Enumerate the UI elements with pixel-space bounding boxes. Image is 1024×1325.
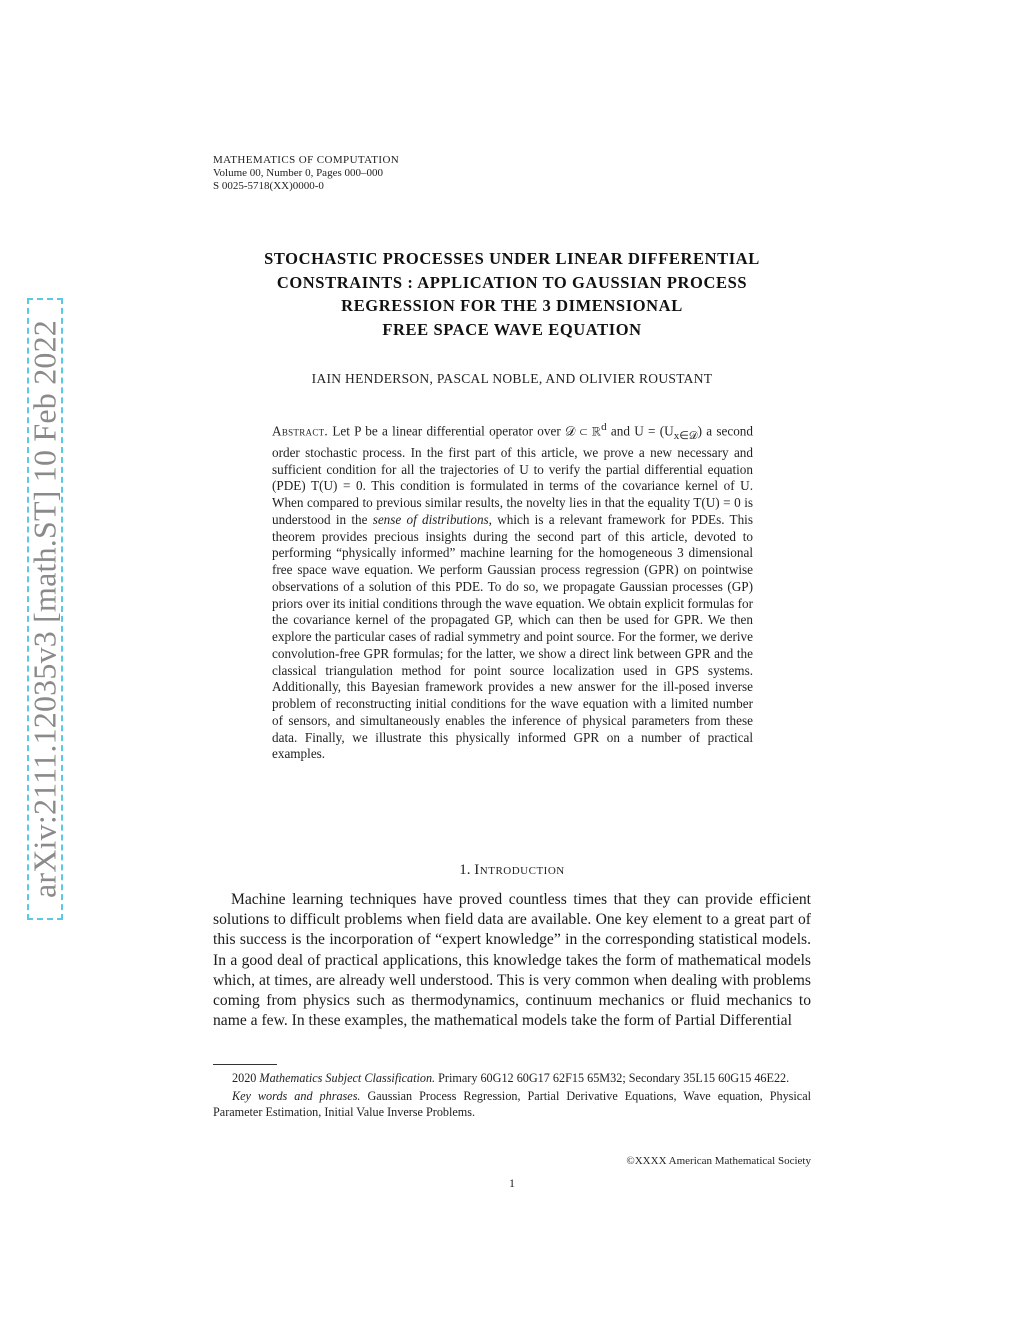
msc-year: 2020 (232, 1071, 257, 1085)
footnotes (213, 1070, 811, 1121)
page-number: 1 (509, 1176, 515, 1190)
copyright-notice: ©XXXX American Mathematical Society (626, 1155, 811, 1167)
section-title: Introduction (474, 862, 565, 878)
introduction-paragraph: Machine learning techniques have proved countless times that they can provide efficient solutions to difficult problems when field data are available. One key element to a great part of this success is the incorporation of “expert knowledge” in the corresponding statistical models. In a good deal of practical applications, this knowledge takes the form of mathematical models which, at times, are already well understood. This is very common when dealing with problems coming from physics such as thermodynamics, continuum mechanics or fluid mechanics to name a few. In these examples, the mathematical models take the form of Partial Differential (213, 891, 811, 1030)
abstract-intro: Let P be a linear differential operator over 𝒟 ⊂ ℝ (332, 423, 602, 439)
abstract (272, 419, 753, 763)
abstract-emphasis: sense of distributions (372, 511, 489, 527)
keywords-text: Gaussian Process Regression, Partial Derivative Equations, Wave equation, Physical Parameter Estimation, Initial Value Inverse Problems. (213, 1088, 811, 1119)
keywords-label: Key words and phrases. (232, 1088, 361, 1103)
author-list: IAIN HENDERSON, PASCAL NOBLE, AND OLIVIER ROUSTANT (311, 371, 713, 386)
abstract-label: Abstract. (272, 423, 329, 439)
abstract-body: ) a second order stochastic process. In the first part of this article, we prove a new necessary and sufficient condition for all the trajectories of U to verify the partial differential equation (PDE) T(U) = 0. This condition is formulated in terms of the covariance kernel of U. When compared to previous similar results, the novelty lies in that the equality T(U) = 0 is understood in the (272, 423, 753, 527)
arxiv-side-stamp (27, 298, 63, 920)
msc-label: Mathematics Subject Classification. (259, 1071, 436, 1085)
journal-header (213, 154, 399, 193)
journal-issn: S 0025-5718(XX)0000-0 (213, 180, 324, 192)
journal-volume: Volume 00, Number 0, Pages 000–000 (213, 167, 383, 179)
arxiv-identifier: arXiv:2111.12035v3 [math.ST] 10 Feb 2022 (26, 319, 63, 899)
msc-text: Primary 60G12 60G17 62F15 65M32; Secondary 35L15 60G15 46E22. (438, 1071, 790, 1085)
section-number: 1. (459, 862, 471, 878)
abstract-intro-sub: x∈𝒟 (673, 430, 698, 443)
title-line: STOCHASTIC PROCESSES UNDER LINEAR DIFFERENTIAL (264, 249, 760, 268)
title-line: FREE SPACE WAVE EQUATION (382, 319, 642, 339)
keywords-footnote (213, 1088, 811, 1121)
msc-footnote (213, 1070, 811, 1087)
abstract-body-end: , which is a relevant framework for PDEs. This theorem provides precious insights during the second part of this article, devoted to performing “physically informed” machine learning for the homogeneous 3 dimensional free space wave equation. We perform Gaussian process regression (GPR) on pointwise observations of a solution of this PDE. To do so, we propagate Gaussian processes (GP) priors over its initial conditions through the wave equation. We obtain explicit formulas for the covariance kernel of the propagated GP, which can then be used for GPR. We then explore the particular cases of radial symmetry and point source. For the former, we derive convolution-free GPR formulas; for the latter, we show a direct link between GPR and the classical triangulation method for point source localization used in GPS systems. Additionally, this Bayesian framework provides a new answer for the ill-posed inverse problem of reconstructing initial conditions for the wave equation with a limited number of sensors, and simultaneously enables the inference of physical parameters from these data. Finally, we illustrate this physically informed GPR on a number of practical examples. (272, 511, 753, 762)
footnote-rule (213, 1064, 277, 1065)
section-heading (213, 862, 811, 879)
journal-name: MATHEMATICS OF COMPUTATION (213, 154, 400, 166)
title-line: CONSTRAINTS : APPLICATION TO GAUSSIAN PROCESS (276, 272, 748, 292)
abstract-intro-2: and U = (U (606, 423, 674, 439)
title-line: REGRESSION FOR THE 3 DIMENSIONAL (341, 296, 683, 315)
paper-title (213, 247, 811, 341)
abstract-intro-sup: d (601, 421, 607, 433)
